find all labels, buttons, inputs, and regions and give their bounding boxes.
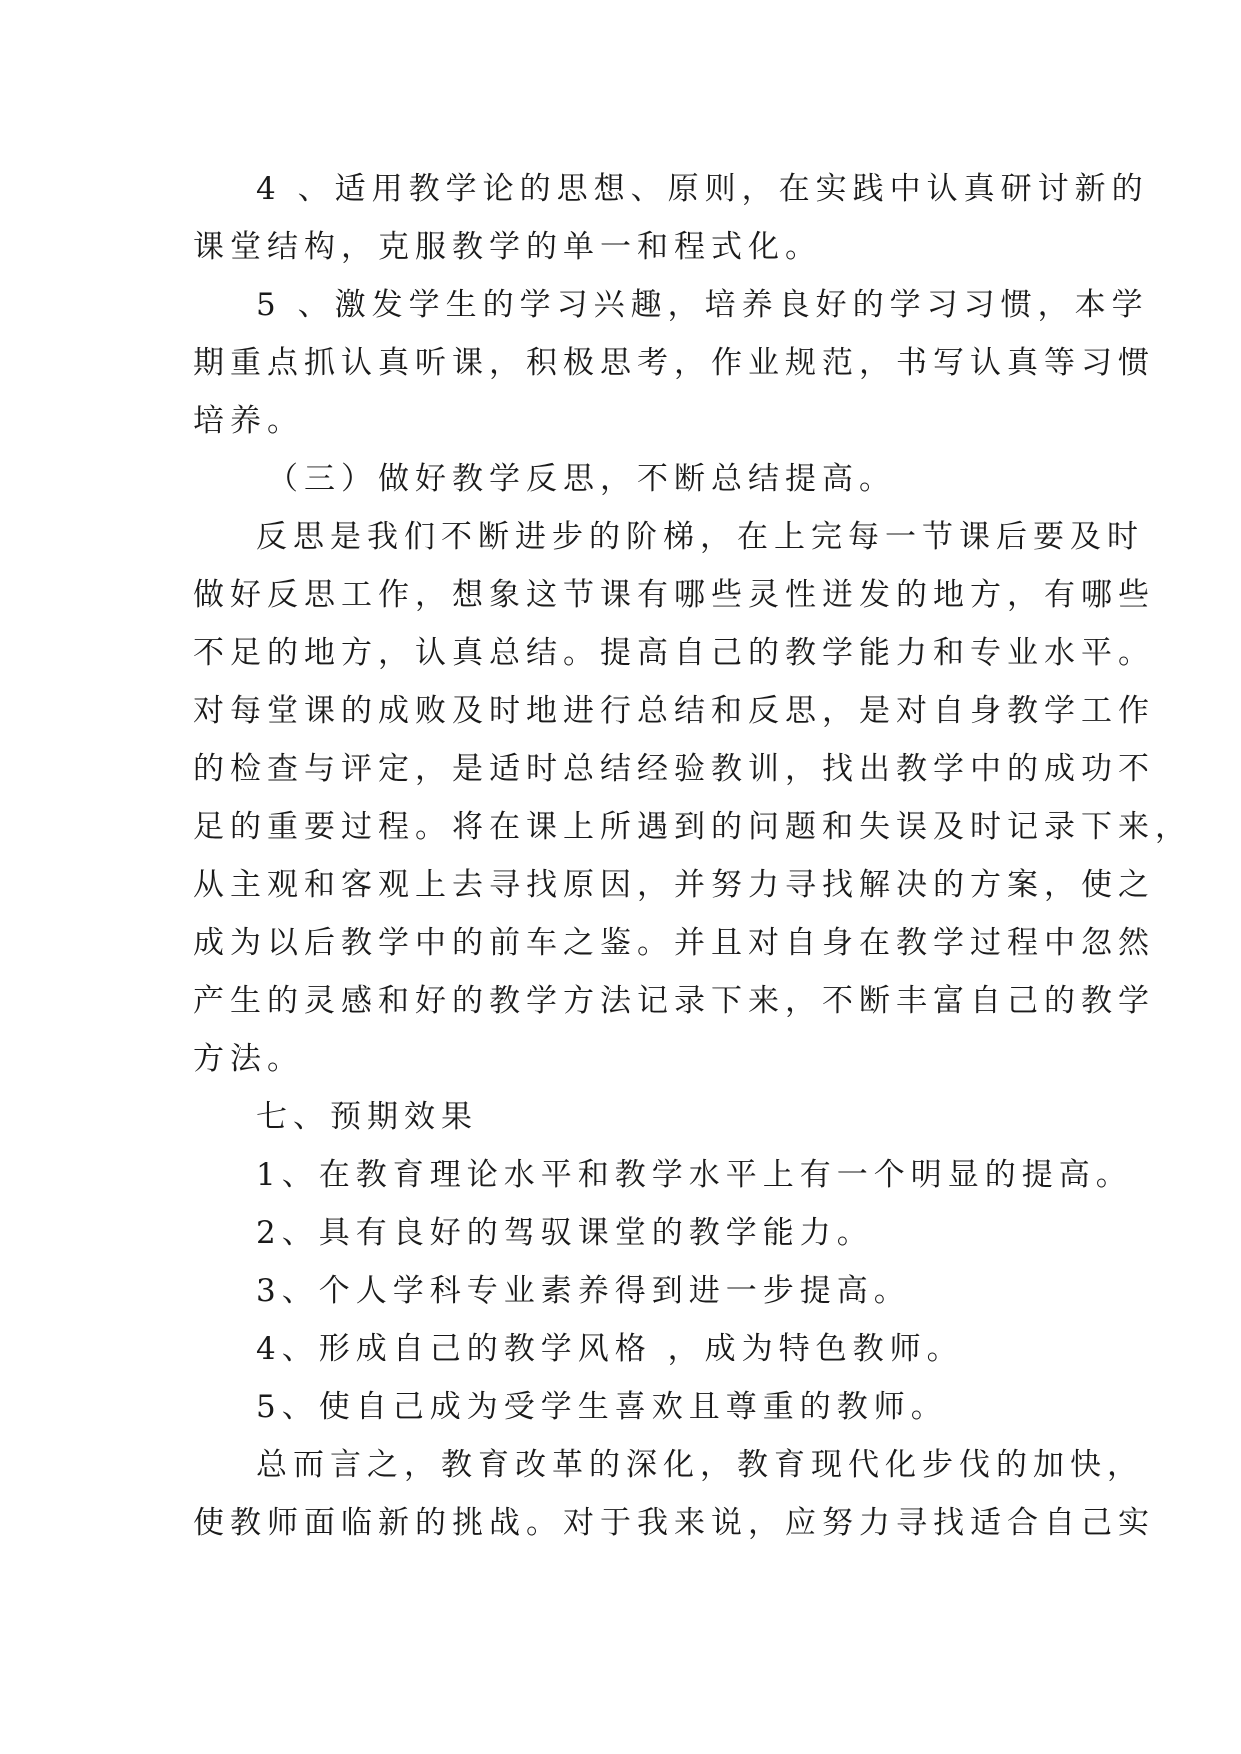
- paragraph-line: 做好反思工作，想象这节课有哪些灵性迸发的地方，有哪些: [193, 577, 1155, 613]
- paragraph-line: 成为以后教学中的前车之鉴。并且对自身在教学过程中忽然: [193, 925, 1155, 961]
- list-item: 4、形成自己的教学风格 ，成为特色教师。: [256, 1331, 964, 1367]
- paragraph-line: 4 、适用教学论的思想、原则，在实践中认真研讨新的: [256, 171, 1149, 207]
- paragraph-line: 培养。: [193, 403, 304, 439]
- paragraph-line: 5 、激发学生的学习兴趣，培养良好的学习习惯，本学: [256, 287, 1149, 323]
- paragraph-line: 课堂结构，克服教学的单一和程式化。: [193, 229, 822, 265]
- paragraph-line: 的检查与评定，是适时总结经验教训，找出教学中的成功不: [193, 751, 1155, 787]
- list-item: 3、个人学科专业素养得到进一步提高。: [256, 1273, 911, 1309]
- list-item: 5、使自己成为受学生喜欢且尊重的教师。: [256, 1389, 948, 1425]
- paragraph-line: 不足的地方，认真总结。提高自己的教学能力和专业水平。: [193, 635, 1155, 671]
- document-body: [193, 160, 1192, 1552]
- paragraph-line: 对每堂课的成败及时地进行总结和反思，是对自身教学工作: [193, 693, 1155, 729]
- list-item: 2、具有良好的驾驭课堂的教学能力。: [256, 1215, 874, 1251]
- paragraph-line: 期重点抓认真听课，积极思考，作业规范，书写认真等习惯: [193, 345, 1155, 381]
- section-heading: （三）做好教学反思，不断总结提高。: [267, 461, 896, 497]
- section-heading: 七、预期效果: [256, 1099, 478, 1135]
- paragraph-line: 足的重要过程。将在课上所遇到的问题和失误及时记录下来，: [193, 809, 1192, 845]
- paragraph-line: 方法。: [193, 1041, 304, 1077]
- list-item: 1、在教育理论水平和教学水平上有一个明显的提高。: [256, 1157, 1133, 1193]
- paragraph-line: 从主观和客观上去寻找原因，并努力寻找解决的方案，使之: [193, 867, 1155, 903]
- paragraph-line: 产生的灵感和好的教学方法记录下来，不断丰富自己的教学: [193, 983, 1155, 1019]
- paragraph-line: 总而言之，教育改革的深化，教育现代化步伐的加快，: [256, 1447, 1144, 1483]
- paragraph-line: 使教师面临新的挑战。对于我来说，应努力寻找适合自己实: [193, 1505, 1155, 1541]
- paragraph-line: 反思是我们不断进步的阶梯，在上完每一节课后要及时: [256, 519, 1144, 555]
